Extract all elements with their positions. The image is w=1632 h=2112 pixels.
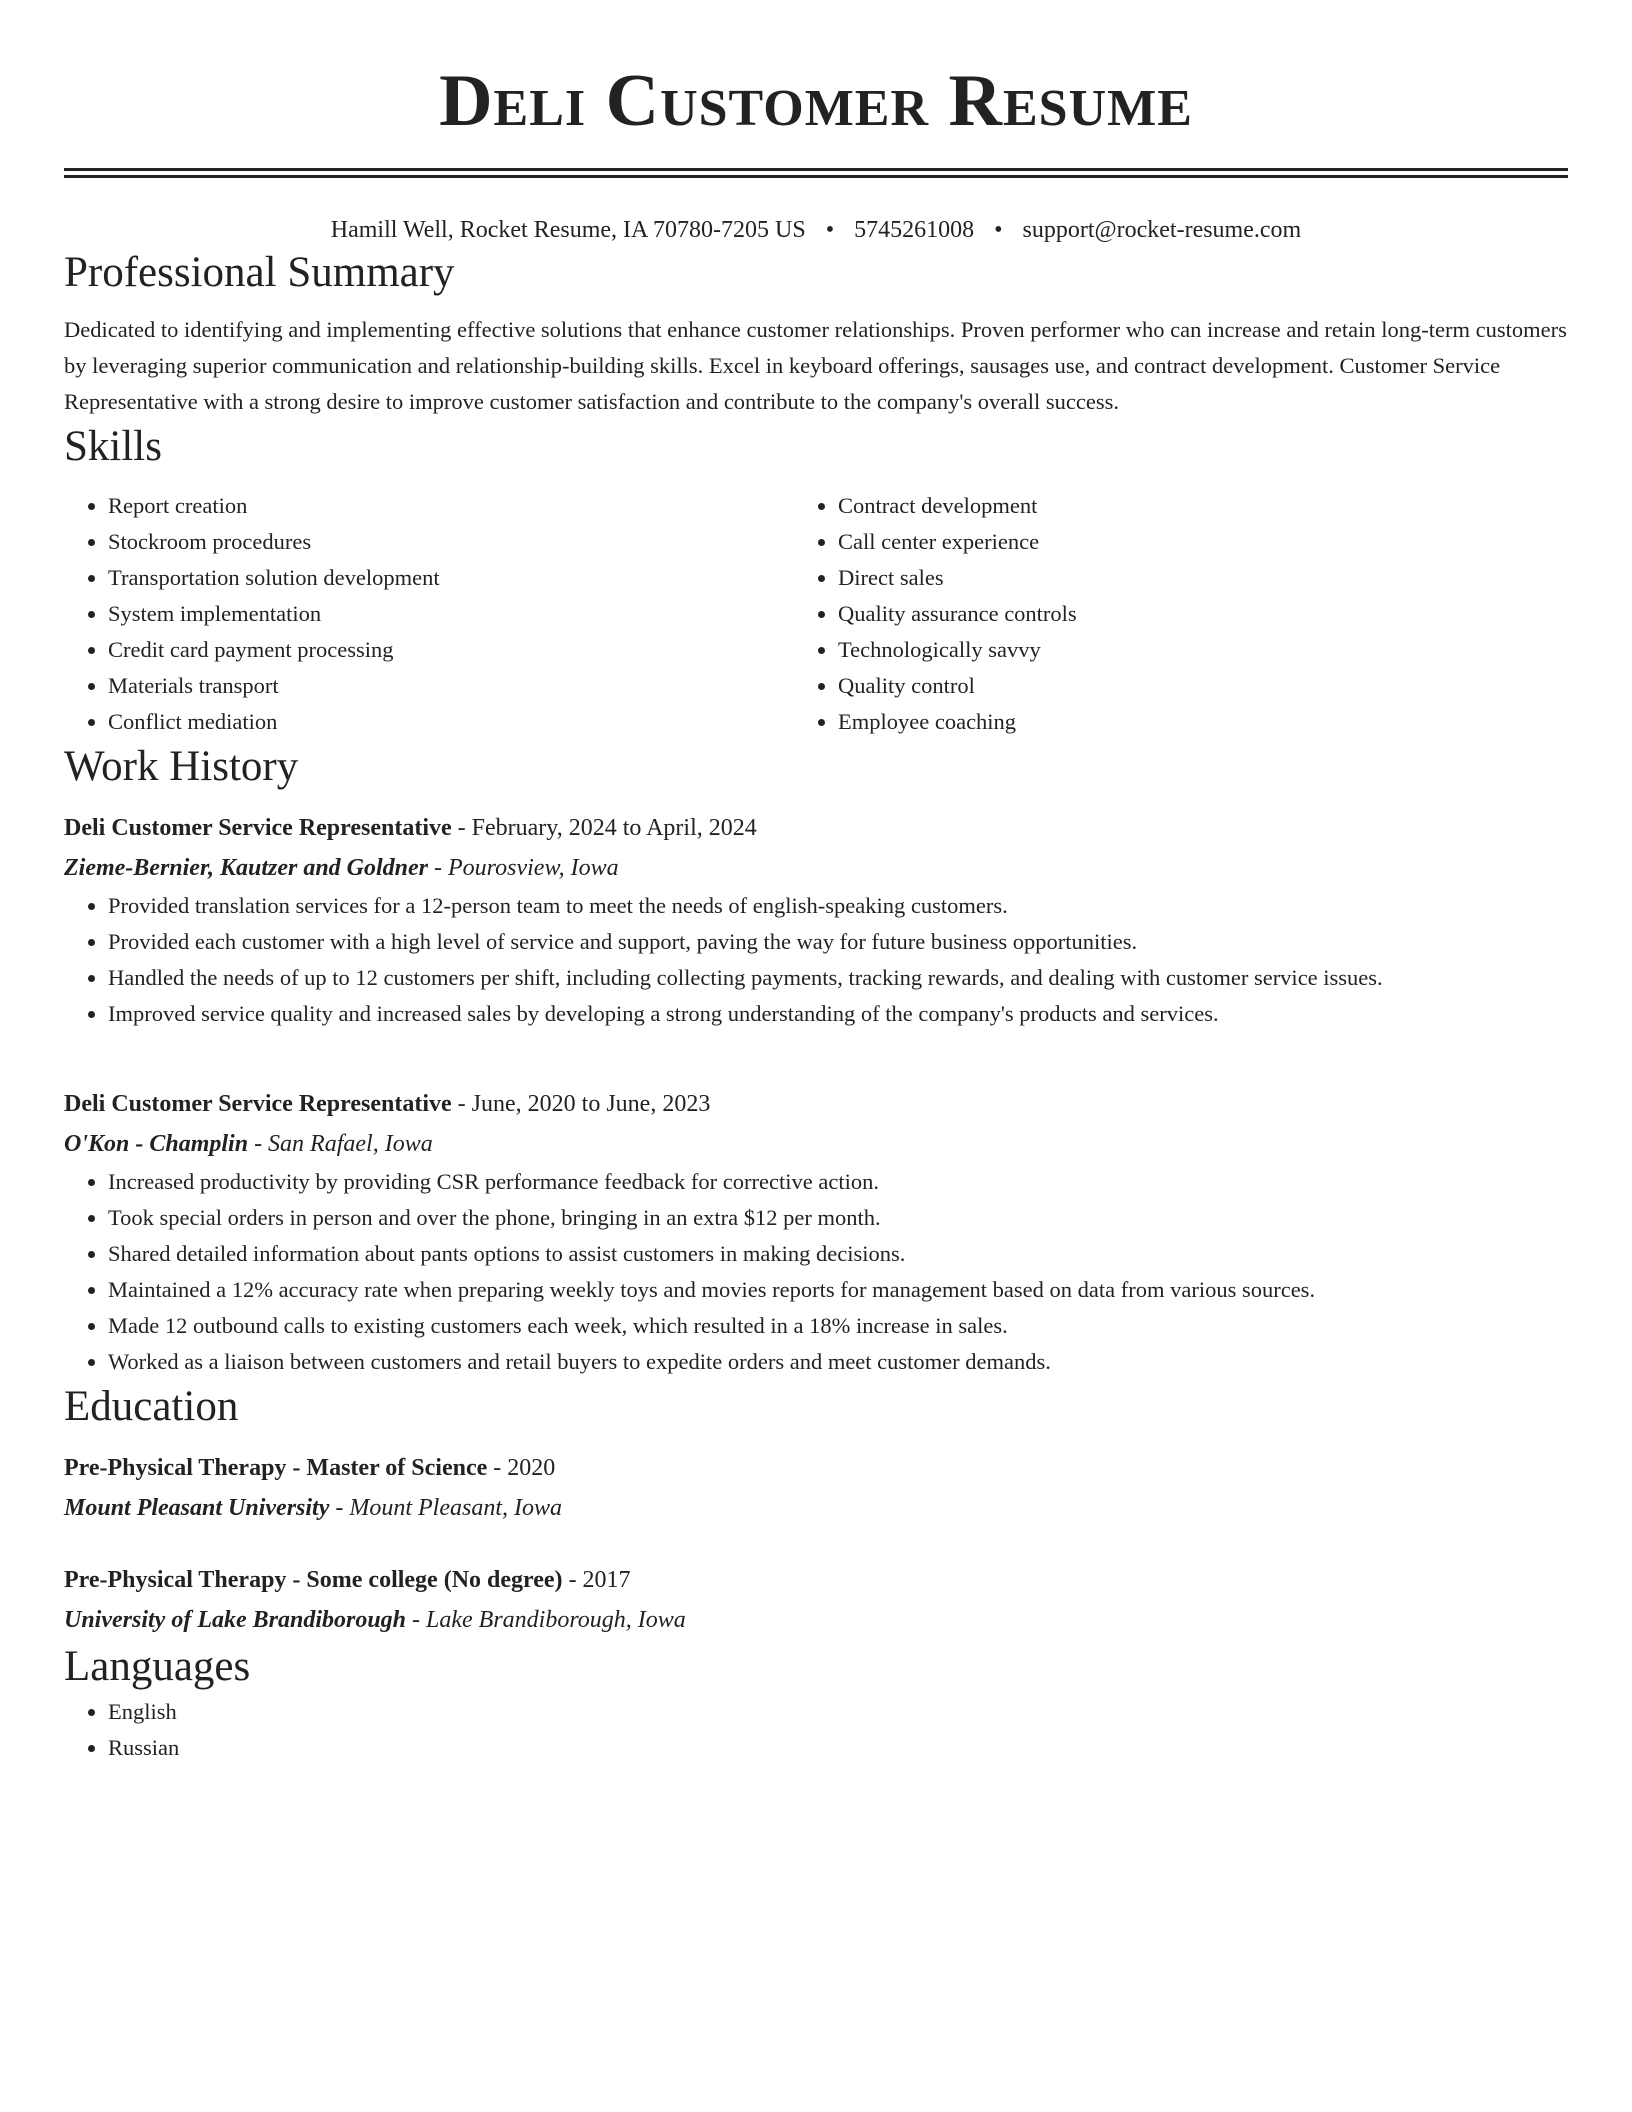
contact-email: support@rocket-resume.com (1022, 217, 1302, 243)
education-degree-line (64, 1448, 1568, 1488)
education-heading: Education (64, 1383, 239, 1430)
skill-item: • Quality assurance controls (838, 596, 1568, 632)
education-location: - Lake Brandiborough, Iowa (406, 1607, 686, 1633)
job-title: Deli Customer Service Representative (64, 815, 452, 841)
job-entry (64, 1084, 1568, 1380)
education-degree: Pre-Physical Therapy - Master of Science (64, 1455, 488, 1481)
job-company: O'Kon - Champlin (64, 1131, 249, 1157)
job-title: Deli Customer Service Representative (64, 1091, 452, 1117)
skills-right-list (838, 488, 1568, 740)
skill-item: • Quality control (838, 668, 1568, 704)
contact-address: Hamill Well, Rocket Resume, IA 70780-7205 US (330, 217, 806, 243)
languages-heading: Languages (64, 1643, 251, 1690)
title-divider (64, 168, 1568, 178)
education-school-line (64, 1600, 1568, 1640)
summary-text: Dedicated to identifying and implementing effective solutions that enhance customer relationships. Proven performer who can increase and retain long-term customers by leveraging superior communication and relationship-building skills. Excel in keyboard offerings, sausages use, and contract development. Customer Service Representative with a strong desire to improve customer satisfaction and contribute to the company's overall success. (64, 317, 1567, 414)
education-school: Mount Pleasant University (64, 1495, 330, 1521)
skills-left-list (64, 488, 838, 740)
job-dates: - February, 2024 to April, 2024 (451, 815, 757, 841)
skill-item: • Credit card payment processing (108, 632, 838, 668)
job-bullet-list (64, 1164, 1568, 1380)
job-company-line (64, 1124, 1568, 1164)
job-bullet: • Provided translation services for a 12-person team to meet the needs of english-speaking customers. (108, 888, 1568, 924)
job-company: Zieme-Bernier, Kautzer and Goldner (64, 855, 429, 881)
skill-item: • Conflict mediation (108, 704, 838, 740)
resume-title: Deli Customer Resume (439, 60, 1193, 142)
skills-heading: Skills (64, 423, 162, 470)
education-school-line (64, 1488, 1568, 1528)
skill-item: • System implementation (108, 596, 838, 632)
skill-item: • Report creation (108, 488, 838, 524)
job-bullet: • Shared detailed information about pants options to assist customers in making decisions. (108, 1236, 1568, 1272)
languages-list (64, 1694, 1568, 1766)
job-bullet: • Made 12 outbound calls to existing customers each week, which resulted in a 18% increase in sales. (108, 1308, 1568, 1344)
skill-item: • Direct sales (838, 560, 1568, 596)
job-bullet: • Worked as a liaison between customers and retail buyers to expedite orders and meet customer demands. (108, 1344, 1568, 1380)
skill-item: • Employee coaching (838, 704, 1568, 740)
job-bullet: • Improved service quality and increased sales by developing a strong understanding of the company's products and services. (108, 996, 1568, 1032)
education-entry (64, 1448, 1568, 1528)
skills-columns (64, 488, 1568, 740)
skill-item: • Technologically savvy (838, 632, 1568, 668)
contact-phone: 5745261008 (854, 217, 975, 243)
skill-item: • Contract development (838, 488, 1568, 524)
job-company-line (64, 848, 1568, 888)
job-bullet: • Increased productivity by providing CSR performance feedback for corrective action. (108, 1164, 1568, 1200)
contact-separator: • (825, 217, 835, 243)
contact-separator: • (994, 217, 1003, 243)
job-dates: - June, 2020 to June, 2023 (451, 1091, 711, 1117)
education-degree-line (64, 1560, 1568, 1600)
contact-line (64, 214, 1568, 246)
job-bullet: • Took special orders in person and over the phone, bringing in an extra $12 per month. (108, 1200, 1568, 1236)
job-entry (64, 808, 1568, 1032)
job-bullet: • Handled the needs of up to 12 customers per shift, including collecting payments, tracking rewards, and dealing with customer service issues. (108, 960, 1568, 996)
education-year: - 2020 (487, 1455, 556, 1481)
work-history-heading: Work History (64, 743, 299, 790)
job-location: - San Rafael, Iowa (248, 1131, 433, 1157)
job-title-line (64, 808, 1568, 848)
language-item: • Russian (108, 1730, 1568, 1766)
job-bullet-list (64, 888, 1568, 1032)
job-location: - Pourosview, Iowa (428, 855, 619, 881)
education-entry (64, 1560, 1568, 1640)
summary-heading: Professional Summary (64, 249, 455, 296)
job-title-line (64, 1084, 1568, 1124)
job-bullet: • Provided each customer with a high level of service and support, paving the way for future business opportunities. (108, 924, 1568, 960)
education-location: - Mount Pleasant, Iowa (329, 1495, 562, 1521)
education-school: University of Lake Brandiborough (64, 1607, 407, 1633)
job-bullet: • Maintained a 12% accuracy rate when preparing weekly toys and movies reports for management based on data from various sources. (108, 1272, 1568, 1308)
education-year: - 2017 (562, 1567, 631, 1593)
skill-item: • Materials transport (108, 668, 838, 704)
education-degree: Pre-Physical Therapy - Some college (No degree) (64, 1567, 563, 1593)
language-item: • English (108, 1694, 1568, 1730)
skill-item: • Transportation solution development (108, 560, 838, 596)
skill-item: • Stockroom procedures (108, 524, 838, 560)
skill-item: • Call center experience (838, 524, 1568, 560)
